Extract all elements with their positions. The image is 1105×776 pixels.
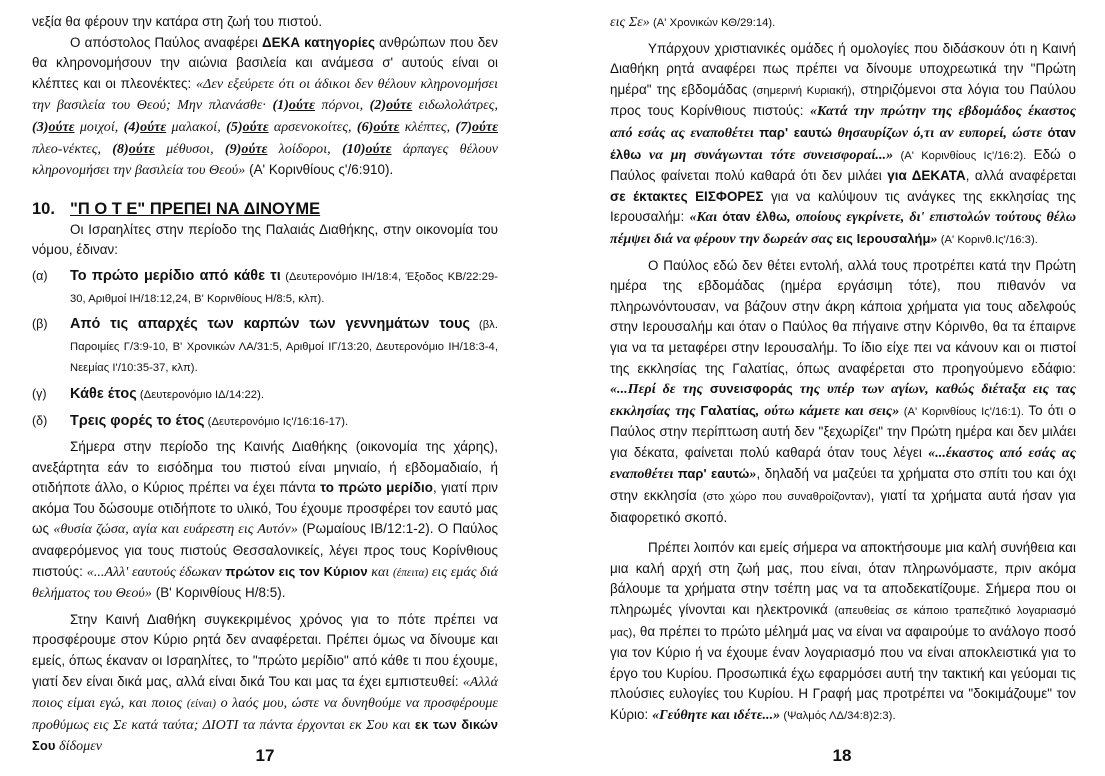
section-number: 10. xyxy=(32,199,55,218)
paragraph xyxy=(32,33,498,182)
reference: (Α' Κορινθίους ς'/6:910). xyxy=(245,162,394,178)
list-title: Τρεις φορές το έτος xyxy=(70,412,205,429)
paragraph xyxy=(610,256,1076,529)
aside: (στο χώρο που συναθροίζονταν) xyxy=(702,491,871,504)
list-title: Το πρώτο μερίδιο από κάθε τι xyxy=(70,267,281,284)
text: Πρέπει λοιπόν και εμείς σήμερα να αποκτήσουμε μια καλή συνήθεια και μια καλή αρχή στη ζωή μας, που είναι, όταν πληρωνόμαστε, πριν ακόμα βάλουμε τα χρήματα στην τσέπη μας να τα αποδεκατίζουμε. Σήμερα που οι πληρωμές γίνονται και ηλεκτρονικά xyxy=(610,540,1076,618)
text: , στηριζόμενοι στα λόγια του Παύλου προς τους Κορίνθιους πιστούς: xyxy=(610,81,1076,119)
scripture-quote: εις Σε» xyxy=(610,15,650,30)
text: , γιατί τα χρήματα αυτά ήσαν για διαφορετικό σκοπό. xyxy=(610,488,1076,525)
list-label: (β) xyxy=(32,317,48,332)
emphasis: σε έκτακτες ΕΙΣΦΟΡΕΣ xyxy=(610,188,764,204)
scripture-quote: «θυσία ζώσα, αγία και ευάρεστη εις Αυτόν» xyxy=(53,522,298,538)
paragraph xyxy=(610,538,1076,726)
text: Υπάρχουν χριστιανικές ομάδες ή ομολογίες που διδάσκουν ότι η Καινή Διαθήκη ρητά αναφέρει πως πρέπει να δίνουμε υποχρεωτικά την "Πρώτη ημέρα" της εβδομάδας xyxy=(610,40,1076,97)
reference: (βλ. Παροιμίες Γ/3:9-10, Β' Χρονικών ΛΑ/31:5, Αριθμοί ΙΓ/13:20, Δευτερονόμιο ΙΗ/18:3-4, Νεεμίας Ι'/10:35-37, κλπ). xyxy=(70,319,498,375)
scripture-quote: «Γεύθητε και ιδέτε...» xyxy=(652,708,781,723)
text: Ο απόστολος Παύλος αναφέρει xyxy=(70,34,262,50)
reference: (Α' Κορινθίους Ις'/16:1). xyxy=(899,405,1029,418)
page-number: 17 xyxy=(255,746,275,765)
paragraph xyxy=(32,12,498,33)
scripture-quote: «...Περί δε της συνεισφοράς της υπέρ των αγίων, καθώς διέταξα εις τας εκκλησίας της Γαλατίας, ούτω κάμετε και σεις» xyxy=(610,381,1076,419)
text: Οι Ισραηλίτες στην περίοδο της Παλαιάς Διαθήκης, στην οικονομία του νόμου, έδιναν: xyxy=(32,221,498,258)
emphasis: ΔΕΚΑ κατηγορίες xyxy=(261,34,376,50)
emphasis: για ΔΕΚΑΤΑ xyxy=(887,168,966,184)
scripture-quote: «...έκαστος από εσάς ας εναποθέτει παρ' εαυτώ» xyxy=(610,445,1076,483)
reference: (Α' Χρονικών ΚΘ/29:14). xyxy=(649,17,776,29)
reference: (Β' Κορινθίους Η/8:5). xyxy=(151,585,286,601)
aside: (σημερινή Κυριακή) xyxy=(752,84,852,97)
reference: (Α' Κορινθ.Ις'/16:3). xyxy=(937,233,1038,246)
text: Ο Παύλος εδώ δεν θέτει εντολή, αλλά τους προτρέπει κατά την Πρώτη ημέρα της εβδομάδας (ημέρα εργάσιμη τότε), που πιθανόν να πληρωνόντουσαν, να βάζουν στην άκρη κάποια χρήματα για τους αδελφούς στην Ιερουσαλήμ και όταν ο Παύλος θα πήγαινε στην Κόρινθο, θα τα έπαιρνε για να τα μεταφέρει στην Ιερουσαλήμ. Το ίδιο είχε πει να κάνουν και οι πιστοί της εκκλησίας της Γαλατίας, όπως αναφέρεται στο προηγούμενο εδάφιο: xyxy=(610,257,1076,376)
text: Στην Καινή Διαθήκη συγκεκριμένος χρόνος για το πότε πρέπει να προσφέρουμε στον Κύριο ρητά δεν αναφέρεται. Πρέπει όμως να δίνουμε και εμείς, όπως έκαναν οι Ισραηλίτες, το "πρώτο μερίδιο" από κάθε τι που έχουμε, γιατί δεν είναι δικά μας, αλλά είναι δικά Του και μας τα έχει εμπιστευθεί: xyxy=(32,611,498,689)
reference: (Δευτερονόμιο ΙΔ/14:22). xyxy=(136,388,265,401)
scripture-quote: «Αλλά ποιος είμαι εγώ, και ποιος (είναι) ο λαός μου, ώστε να δυνηθούμε να προσφέρουμε προθύμως εις Σε κατά ταύτα; ΔΙΟΤΙ τα πάντα έρχονται εκ Σου και εκ των δικών Σου δίδομεν xyxy=(32,674,499,755)
reference: (Ψαλμός ΛΔ/34:8)2:3). xyxy=(780,710,896,722)
text: , γιατί πριν ακόμα Του δώσουμε οτιδήποτε το υλικό, Του έχουμε προσφέρει τον εαυτό μας ως xyxy=(32,480,498,537)
paragraph xyxy=(32,437,498,605)
list-item xyxy=(32,314,498,379)
right-page xyxy=(610,12,1076,737)
section-title: "Π Ο Τ Ε" ΠΡΕΠΕΙ ΝΑ ΔΙΝΟΥΜΕ xyxy=(70,199,321,218)
emphasis: το πρώτο μερίδιο xyxy=(320,480,434,496)
scripture-quote: «Δεν εξεύρετε ότι οι άδικοι δεν θέλουν κληρονομήσει την βασιλεία του Θεού; Μην πλανάσθε· (1)ούτε πόρνοι, (2)ούτε ειδωλολάτρες, (3)ούτε μοιχοί, (4)ούτε μαλακοί, (5)ούτε αρσενοκοίτες, (6)ούτε κλέπτες, (7)ούτε πλεο-νέκτες, (8)ούτε μέθυσοι, (9)ούτε λοίδοροι, (10)ούτε άρπαγες θέλουν κληρονομήσει την βασιλεία του Θεού» xyxy=(32,76,499,179)
reference: (Δευτερονόμιο Ις'/16:16-17). xyxy=(204,415,349,428)
paragraph xyxy=(32,610,498,758)
text: , αλλά αναφέρεται xyxy=(965,168,1076,184)
text: νεξία θα φέρουν την κατάρα στη ζωή του πιστού. xyxy=(32,14,323,29)
list-item xyxy=(32,411,498,433)
list-label: (δ) xyxy=(32,413,48,428)
section-heading xyxy=(32,198,498,220)
list-item xyxy=(32,384,498,406)
list-title: Κάθε έτος xyxy=(70,385,137,402)
text: για να καλύψουν τις ανάγκες της εκκλησίας της Ιερουσαλήμ: xyxy=(610,188,1077,225)
aside: (απευθείας σε κάποιο τραπεζιτικό λογαριασμό μας) xyxy=(610,605,1076,639)
text: , θα πρέπει το πρώτο μέλημά μας να είναι να αφαιρούμε το ανάλογο ποσό για τον Κύριο ή να έχουμε έναν λογαριασμό που να είναι αποκλειστικά για το έργο του Κυρίου. Προσωπικά έχω εφαρμόσει αυτή την τακτική και γεύομαι τις πλούσιες ευλογίες του Κυρίου. Η Γραφή μας προτρέπει να "δοκιμάζουμε" τον Κύριο: xyxy=(610,623,1076,722)
paragraph xyxy=(32,220,498,261)
text: Εδώ ο Παύλος φαίνεται πολύ καθαρά ότι δεν μιλάει xyxy=(610,146,1077,184)
text: ανθρώπων που δεν θα κληρονομήσουν την αιώνια βασιλεία και ανάμεσα σ' αυτούς είναι οι κλέπτες και οι πλεονέκτες: xyxy=(32,34,498,91)
text: Σήμερα στην περίοδο της Καινής Διαθήκης (οικονομία της χάρης), ανεξάρτητα εάν το εισόδημα του πιστού είναι μηνιαίο, ή εβδομαδιαίο, ή οτιδήποτε άλλο, ο Κύριος πρέπει να έχει πάντα xyxy=(32,439,498,496)
reference: (Α' Κορινθίους Ις'/16:2). xyxy=(893,149,1034,162)
text: , δηλαδή να μαζεύει τα χρήματα στο σπίτι του και όχι στην εκκλησία xyxy=(610,466,1076,504)
paragraph xyxy=(610,12,1076,34)
scripture-quote: «...Αλλ' εαυτούς έδωκαν πρώτον εις τον Κύριον και (έπειτα) εις εμάς διά θελήματος του Θεού» xyxy=(32,563,498,602)
scripture-quote: «Κατά την πρώτην της εβδομάδος έκαστος από εσάς ας εναποθέτει παρ' εαυτώ θησαυρίζων ό,τι αν ευπορεί, ώστε όταν έλθω να μη συνάγωνται τότε συνεισφοραί...» xyxy=(610,104,1076,163)
paragraph xyxy=(610,39,1076,251)
list-title: Από τις απαρχές των καρπών των γεννημάτων τους xyxy=(70,316,471,333)
text: Το ότι ο Παύλος στην περίπτωση αυτή δεν "ξεχωρίζει" την Πρώτη ημέρα και δεν μιλάει για δέκατα, φαίνεται πολύ καθαρά όταν τους λέγει xyxy=(610,402,1077,460)
list-label: (α) xyxy=(32,268,48,283)
page-number: 18 xyxy=(832,746,852,765)
left-page xyxy=(32,12,499,755)
reference: (Δευτερονόμιο ΙΗ/18:4, Έξοδος ΚΒ/22:29-30, Αριθμοί ΙΗ/18:12,24, Β' Κορινθίους Η/8:5, κλπ). xyxy=(70,270,498,305)
list-item xyxy=(32,266,498,309)
scripture-quote: «Και όταν έλθω, οποίους εγκρίνετε, δι' επιστολών τούτους θέλω πέμψει διά να φέρουν την δωρεάν σας εις Ιερουσαλήμ» xyxy=(610,209,1077,247)
text: (Ρωμαίους ΙΒ/12:1-2). Ο Παύλος αναφερόμενος για τους πιστούς Θεσσαλονικείς, λέγει προς τους Κορίνθιους πιστούς: xyxy=(32,521,498,579)
list-label: (γ) xyxy=(32,386,47,401)
